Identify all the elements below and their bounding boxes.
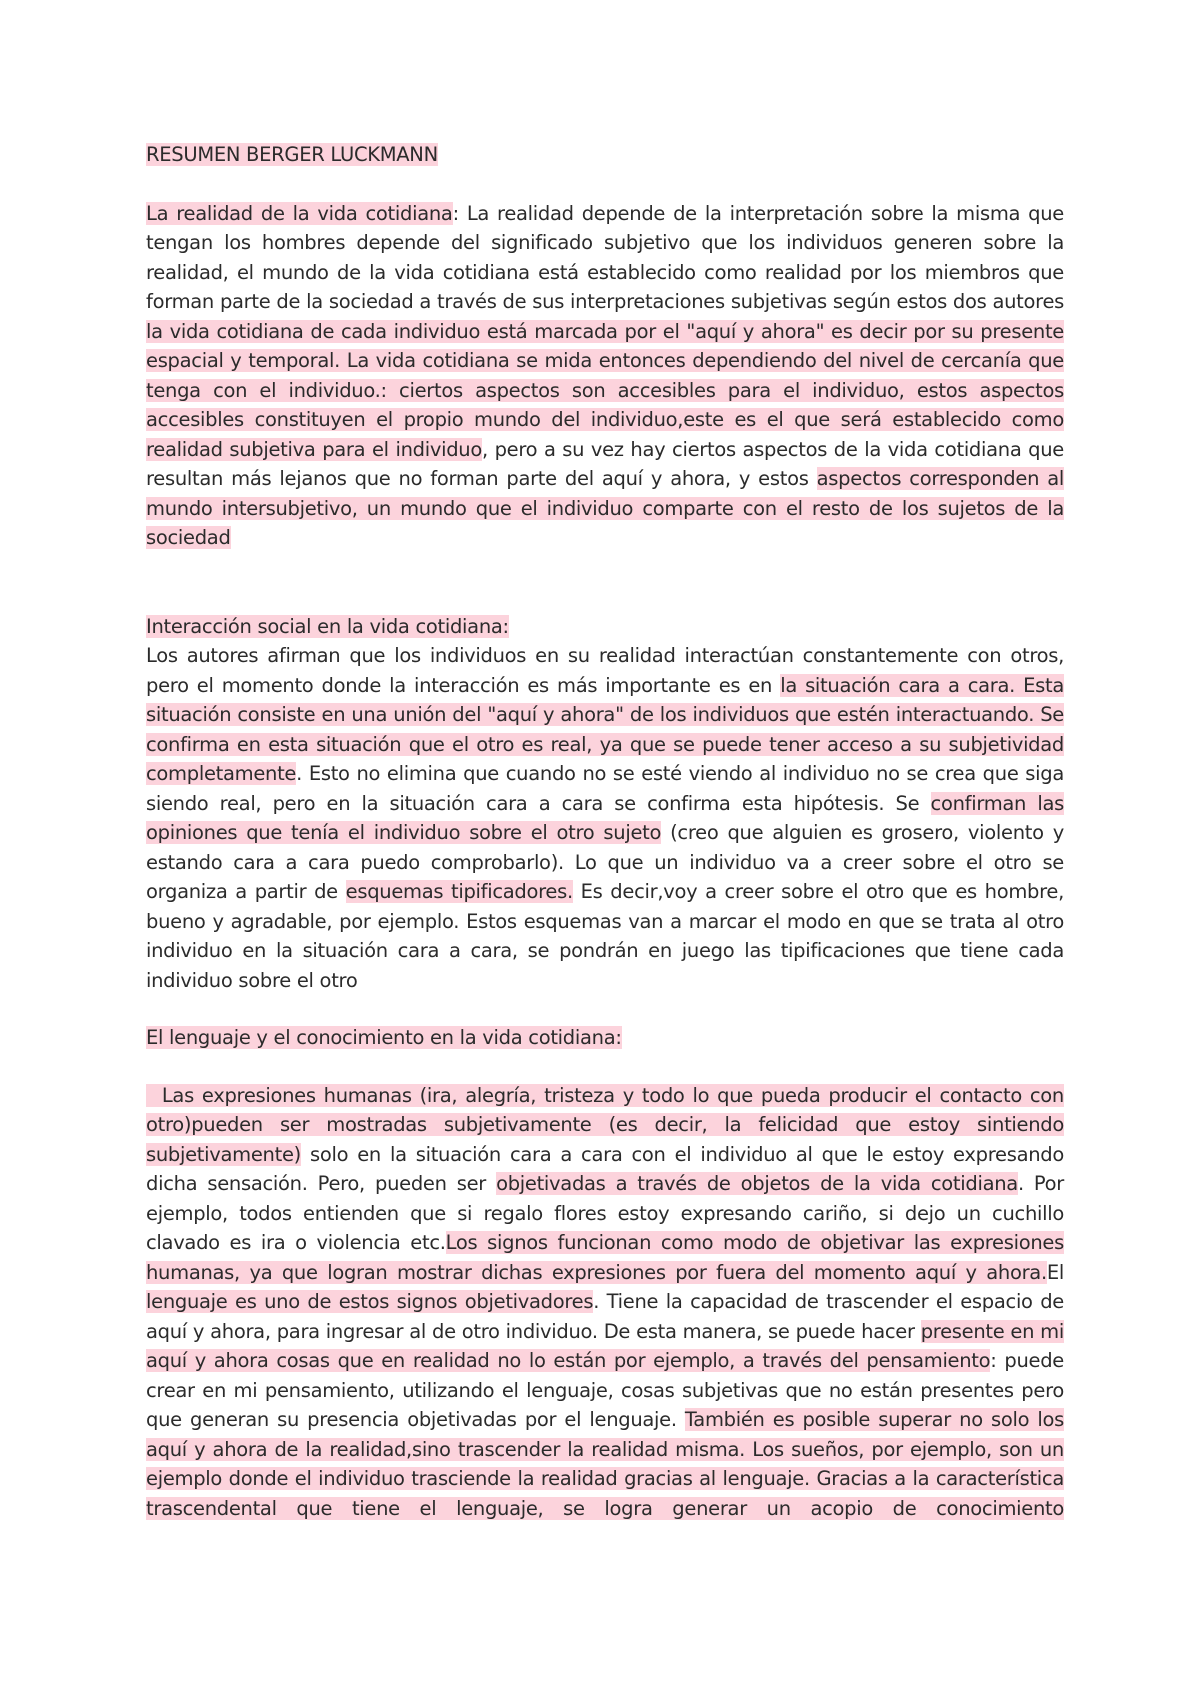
highlighted-text: presente en mi aquí y ahora cosas que en realidad no lo están por ejemplo, a través del pensamiento	[146, 1319, 1064, 1372]
highlighted-text: lenguaje es uno de estos signos objetivadores	[146, 1290, 594, 1313]
paragraph-lenguaje	[146, 1081, 1064, 1524]
paragraph-vida-cotidiana	[146, 199, 1064, 553]
highlighted-text: Las expresiones humanas (ira, alegría, tristeza y todo lo que pueda producir el contacto con otro)pueden ser mostradas subjetivamente (es decir, la felicidad que estoy sintiendo subjetivamente)	[146, 1083, 1064, 1166]
highlighted-text: esquemas tipificadores.	[345, 880, 573, 903]
body-text: Es decir,voy a creer sobre el otro que es hombre, bueno y agradable, por ejemplo. Estos esquemas van a marcar el modo en que se trata al otro individuo en la situación cara a cara, se pondrán en juego las tipificaciones que tiene cada individuo sobre el otro	[146, 880, 1064, 992]
body-text: Los autores afirman que los individuos en su realidad interactúan constantemente con otros, pero el momento donde la interacción es más importante es en	[146, 644, 1064, 697]
body-text: (creo que alguien es grosero, violento y estando cara a cara puedo comprobarlo). Lo que un individuo va a creer sobre el otro se organiza a partir de	[146, 821, 1064, 903]
highlighted-text: la vida cotidiana de cada individuo está marcada por el "aquí y ahora" es decir por su presente espacial y temporal. La vida cotidiana se mida entonces dependiendo del nivel de cercanía que tenga con el individuo.: ciertos aspectos son accesibles para el individuo, estos aspectos accesibles constituyen el propio mundo del individuo,este es el que será establecido como realidad subjetiva para el individuo	[146, 319, 1064, 461]
body-text: solo en la situación cara a cara con el individuo al que le estoy expresando dicha sensación. Pero, pueden ser	[146, 1142, 1064, 1195]
section-heading: La realidad de la vida cotidiana	[146, 201, 453, 225]
highlighted-text: objetivadas a través de objetos de la vida cotidiana	[496, 1172, 1018, 1195]
highlighted-text: la situación cara a cara. Esta situación consiste en una unión del "aquí y ahora" de los individuos que estén interactuando. Se confirma en esta situación que el otro es real, ya que se puede tener acceso a su subjetividad completamente	[146, 673, 1064, 785]
body-text: : La realidad depende de la interpretación sobre la misma que tengan los hombres depende del significado subjetivo que los individuos generen sobre la realidad, el mundo de la vida cotidiana está establecido como realidad por los miembros que forman parte de la sociedad a través de sus interpretaciones subjetivas según estos dos autores	[146, 201, 1064, 313]
highlighted-text: Los signos funcionan como modo de objetivar las expresiones humanas, ya que logran mostrar dichas expresiones por fuera del momento aquí y ahora.	[146, 1231, 1064, 1284]
highlighted-text: aspectos corresponden al mundo intersubjetivo, un mundo que el individuo comparte con el resto de los sujetos de la sociedad	[146, 467, 1064, 549]
highlighted-text: confirman las opiniones que tenía el individuo sobre el otro sujeto	[146, 791, 1064, 844]
body-text: . Tiene la capacidad de trascender el espacio de aquí y ahora, para ingresar al de otro individuo. De esta manera, se puede hacer	[146, 1290, 1065, 1343]
document-title: RESUMEN BERGER LUCKMANN	[146, 143, 438, 166]
indent-space	[146, 1084, 162, 1107]
spacer	[146, 995, 1064, 1023]
spacer	[146, 1053, 1064, 1081]
highlighted-text: También es posible superar no solo los aquí y ahora de la realidad,sino trascender la realidad misma. Los sueños, por ejemplo, son un ejemplo donde el individuo trasciende la realidad gracias al lenguaje. Gracias a la característica trascendental que tiene el lenguaje, se logra generar un acopio de conocimiento	[146, 1408, 1064, 1520]
section-heading: El lenguaje y el conocimiento en la vida cotidiana:	[146, 1026, 622, 1049]
body-text: , pero a su vez hay ciertos aspectos de la vida cotidiana que resultan más lejanos que no forman parte del aquí y ahora, y estos	[146, 437, 1065, 490]
spacer	[146, 553, 1064, 612]
document-page	[146, 140, 1064, 1523]
body-text: . Esto no elimina que cuando no se esté viendo al individuo no se crea que siga siendo real, pero en la situación cara a cara se confirma esta hipótesis. Se	[146, 762, 1064, 815]
body-text: El	[1046, 1260, 1064, 1284]
body-text: : puede crear en mi pensamiento, utilizando el lenguaje, cosas subjetivas que no están presentes pero que generan su presencia objetivadas por el lenguaje.	[146, 1349, 1065, 1431]
paragraph-interaccion-social	[146, 641, 1064, 995]
section-heading: Interacción social en la vida cotidiana:	[146, 614, 509, 638]
body-text: . Por ejemplo, todos entienden que si regalo flores estoy expresando cariño, si dejo un cuchillo clavado es ira o violencia etc.	[146, 1172, 1064, 1254]
